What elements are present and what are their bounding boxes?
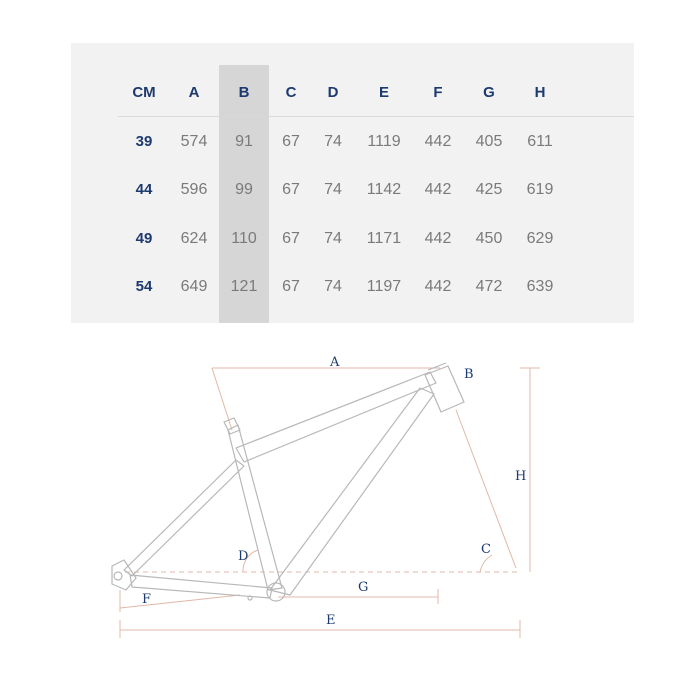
table-cell: 596 [180,181,208,198]
table-cell: 67 [282,181,300,198]
row-size-label: 44 [135,181,153,198]
row-size-label: 54 [135,278,153,295]
dimension-label-c: C [481,542,491,557]
table-cell: 574 [180,133,208,150]
cable-guide [248,596,252,600]
table-cell: 405 [475,133,503,150]
dimension-a-left-extension [212,368,232,430]
table-cell: 99 [235,181,253,198]
table-cell: 67 [282,278,300,295]
table-cell: 74 [324,278,342,295]
table-cell: 1119 [367,133,401,150]
dimension-label-h: H [515,469,527,484]
seat-post-clamp [224,418,240,434]
head-tube [425,366,464,412]
header-d: D [327,84,339,101]
dimension-c-arc [480,555,492,572]
header-cm: CM [132,84,156,101]
down-tube [270,388,434,595]
table-cell: 472 [475,278,503,295]
header-c: C [285,84,297,101]
table-cell: 629 [526,230,554,247]
dropout-axle [114,572,122,580]
header-e: E [378,84,389,101]
table-cell: 74 [324,230,342,247]
table-cell: 67 [282,230,300,247]
table-cell: 442 [424,278,452,295]
table-cell: 1197 [366,278,402,295]
table-cell: 67 [282,133,300,150]
table-cell: 1142 [366,181,402,198]
row-size-label: 39 [135,133,153,150]
header-f: F [433,84,443,101]
table-cell: 639 [526,278,554,295]
dimension-label-a: A [330,355,340,370]
dimension-label-f: F [142,592,152,607]
table-cell: 611 [527,133,553,150]
table-cell: 91 [235,133,253,150]
dimension-lines [120,368,520,638]
seat-stay [124,460,244,576]
table-cell: 450 [475,230,503,247]
row-size-label: 49 [135,230,153,247]
table-cell: 110 [231,230,257,247]
dimension-label-e: E [326,613,336,628]
table-cell: 425 [475,181,503,198]
table-cell: 121 [230,278,258,295]
top-tube [236,372,436,462]
table-cell: 649 [180,278,208,295]
table-cell: 442 [424,230,452,247]
table-cell: 1171 [366,230,402,247]
bike-frame-outline [112,363,464,601]
header-h: H [534,84,546,101]
head-tube-top-cap [428,363,446,370]
header-a: A [188,84,200,101]
header-b: B [238,84,250,101]
dimension-label-d: D [238,549,249,564]
table-cell: 624 [180,230,208,247]
dimension-label-b: B [464,367,474,382]
table-cell: 74 [324,181,342,198]
dimension-label-g: G [358,580,369,595]
table-cell: 442 [424,181,452,198]
chain-stay [130,575,272,598]
table-cell: 619 [526,181,554,198]
header-g: G [483,84,495,101]
table-cell: 74 [324,133,342,150]
table-cell: 442 [424,133,452,150]
dimension-f-line [120,595,240,608]
